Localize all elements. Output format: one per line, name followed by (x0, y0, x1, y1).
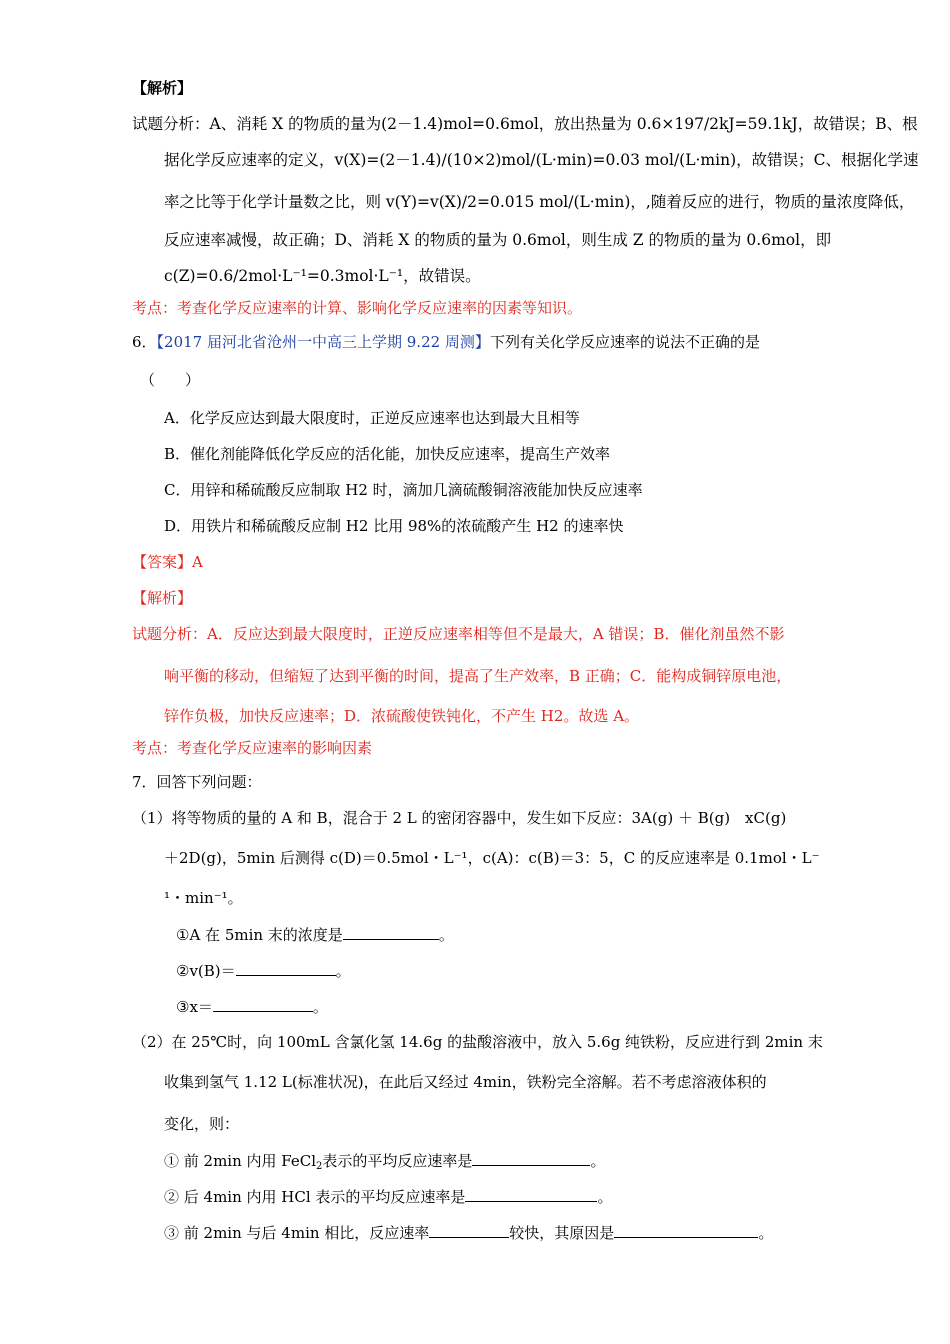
q7-sub4-text-post: 表示的平均反应速率是 (322, 1152, 473, 1170)
q6-option-d: D．用铁片和稀硫酸反应制 H2 比用 98%的浓硫酸产生 H2 的速率快 (164, 517, 624, 535)
q6-number: 6． (132, 333, 157, 351)
q7-sub1-blank[interactable] (343, 924, 439, 940)
analysis-line-2: 据化学反应速率的定义，v(X)=(2－1.4)/(10×2)mol/(L·min)=0.03 mol/(L·min)，故错误；C、根据化学速 (164, 151, 919, 169)
q6-stem: 下列有关化学反应速率的说法不正确的是 (489, 333, 760, 351)
q7-sub6-blank-1[interactable] (429, 1222, 509, 1238)
q7-sub1-text: ①A 在 5min 末的浓度是 (176, 926, 343, 944)
q7-sub4-subscript: 2 (316, 1161, 323, 1172)
analysis-line-5: c(Z)=0.6/2mol·L⁻¹=0.3mol·L⁻¹，故错误。 (164, 267, 481, 285)
q7-part2-line-2: 收集到氢气 1.12 L(标准状况)，在此后又经过 4min，铁粉完全溶解。若不考虑溶液体积的 (164, 1073, 767, 1091)
q7-sub3-period: 。 (312, 998, 328, 1016)
q6-answer-parens: （ ） (140, 371, 201, 389)
analysis-line-3: 率之比等于化学计量数之比，则 v(Y)=v(X)/2=0.015 mol/(L·min)，,随着反应的进行，物质的量浓度降低， (164, 193, 915, 211)
kaodian-q5: 考点：考查化学反应速率的计算、影响化学反应速率的因素等知识。 (132, 299, 583, 317)
analysis-line-4: 反应速率减慢，故正确；D、消耗 X 的物质的量为 0.6mol，则生成 Z 的物质的量为 0.6mol，即 (164, 231, 832, 249)
q6-analysis-line-2: 响平衡的移动，但缩短了达到平衡的时间，提高了生产效率，B 正确；C．能构成铜锌原电池， (164, 667, 792, 685)
q7-sub4-text-pre: ① 前 2min 内用 FeCl (164, 1152, 317, 1170)
q6-option-c: C．用锌和稀硫酸反应制取 H2 时，滴加几滴硫酸铜溶液能加快反应速率 (164, 481, 643, 499)
q7-sub5 (164, 1186, 612, 1207)
q7-part2-line-1: （2）在 25℃时，向 100mL 含氯化氢 14.6g 的盐酸溶液中，放入 5.6g 纯铁粉，反应进行到 2min 末 (132, 1033, 823, 1051)
q7-sub6-text-pre: ③ 前 2min 与后 4min 相比，反应速率 (164, 1224, 430, 1242)
q7-sub2 (176, 960, 351, 981)
q7-sub1 (176, 924, 454, 945)
analysis-line-1: 试题分析：A、消耗 X 的物质的量为(2－1.4)mol=0.6mol，放出热量为 0.6×197/2kJ=59.1kJ，故错误；B、根 (132, 115, 918, 133)
q6-heading (132, 332, 760, 352)
q6-answer: 【答案】A (132, 553, 203, 571)
q7-sub1-period: 。 (438, 926, 454, 944)
q6-source: 【2017 届河北省沧州一中高三上学期 9.22 周测】 (156, 333, 490, 351)
analysis-header: 【解析】 (132, 79, 193, 97)
q7-sub6-blank-2[interactable] (614, 1222, 758, 1238)
q7-part1-line-3: ¹・min⁻¹。 (164, 889, 243, 907)
q7-sub6 (164, 1222, 773, 1243)
q7-sub2-blank[interactable] (236, 960, 336, 976)
q7-sub4-blank[interactable] (472, 1150, 590, 1166)
q6-analysis-header: 【解析】 (132, 589, 193, 607)
q7-sub3-text: ③x＝ (176, 998, 213, 1016)
q6-analysis-line-1: 试题分析：A．反应达到最大限度时，正逆反应速率相等但不是最大，A 错误；B．催化剂虽然不影 (132, 625, 785, 643)
q7-part1-line-1: （1）将等物质的量的 A 和 B，混合于 2 L 的密闭容器中，发生如下反应：3A(g) ＋ B(g) xC(g) (132, 809, 787, 827)
q7-part2-line-3: 变化，则： (164, 1115, 240, 1133)
kaodian-q6: 考点：考查化学反应速率的影响因素 (132, 739, 373, 757)
q7-sub2-text: ②v(B)＝ (176, 962, 236, 980)
q7-stem: 7．回答下列问题： (132, 773, 262, 791)
q7-sub5-text: ② 后 4min 内用 HCl 表示的平均反应速率是 (164, 1188, 466, 1206)
q7-sub2-period: 。 (335, 962, 351, 980)
q7-sub5-period: 。 (597, 1188, 613, 1206)
q7-sub6-text-mid: 较快，其原因是 (509, 1224, 615, 1242)
q7-part1-line-2: ＋2D(g)，5min 后测得 c(D)＝0.5mol・L⁻¹，c(A)：c(B)＝3：5，C 的反应速率是 0.1mol・L⁻ (164, 849, 820, 867)
q6-option-b: B．催化剂能降低化学反应的活化能，加快反应速率，提高生产效率 (164, 445, 611, 463)
q7-sub5-blank[interactable] (465, 1186, 597, 1202)
q7-sub3-blank[interactable] (213, 996, 313, 1012)
q7-sub4 (164, 1150, 605, 1177)
q7-sub4-period: 。 (590, 1152, 606, 1170)
q6-option-a: A．化学反应达到最大限度时，正逆反应速率也达到最大且相等 (164, 409, 580, 427)
q7-sub3 (176, 996, 328, 1017)
q6-analysis-line-3: 锌作负极，加快反应速率；D．浓硫酸使铁钝化，不产生 H2。故选 A。 (164, 707, 640, 725)
q7-sub6-period: 。 (758, 1224, 774, 1242)
